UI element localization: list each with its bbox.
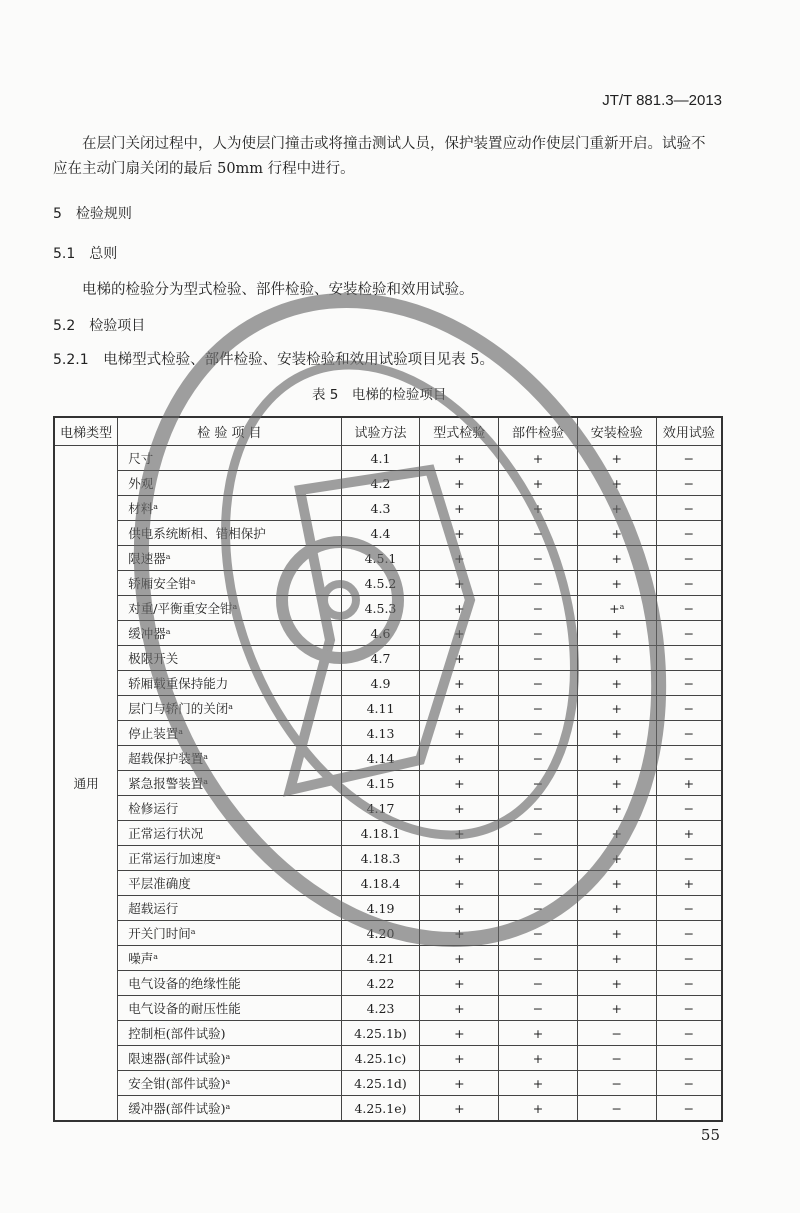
mark-cell: −: [656, 1021, 722, 1046]
mark-cell: +: [420, 771, 499, 796]
item-cell: 层门与轿门的关闭ᵃ: [118, 696, 341, 721]
mark-cell: −: [656, 571, 722, 596]
table-row: [54, 1096, 722, 1122]
mark-cell: −: [499, 771, 578, 796]
page-number: 55: [700, 1126, 720, 1144]
section-number: 5: [53, 206, 62, 222]
item-cell: 检修运行: [118, 796, 341, 821]
item-cell: 噪声ᵃ: [118, 946, 341, 971]
method-cell: 4.6: [341, 621, 420, 646]
table-row: [54, 671, 722, 696]
item-cell: 材料ᵃ: [118, 496, 341, 521]
method-cell: 4.25.1b): [341, 1021, 420, 1046]
table-row: [54, 496, 722, 521]
method-cell: 4.22: [341, 971, 420, 996]
section-5-heading: [53, 203, 132, 223]
table-row: [54, 646, 722, 671]
mark-cell: +: [420, 1096, 499, 1122]
mark-cell: −: [499, 796, 578, 821]
item-cell: 正常运行加速度ᵃ: [118, 846, 341, 871]
table-row: [54, 621, 722, 646]
mark-cell: +: [577, 921, 656, 946]
table-row: [54, 971, 722, 996]
section-number: 5.1: [53, 246, 76, 262]
mark-cell: +: [577, 646, 656, 671]
mark-cell: +: [420, 871, 499, 896]
table-row: [54, 1021, 722, 1046]
mark-cell: +: [577, 546, 656, 571]
mark-cell: +: [499, 1046, 578, 1071]
mark-cell: −: [499, 696, 578, 721]
mark-cell: +: [420, 846, 499, 871]
table-row: [54, 696, 722, 721]
mark-cell: +: [420, 521, 499, 546]
method-cell: 4.7: [341, 646, 420, 671]
mark-cell: +: [420, 946, 499, 971]
item-cell: 轿厢载重保持能力: [118, 671, 341, 696]
mark-cell: +: [656, 771, 722, 796]
section-number: 5.2: [53, 318, 76, 334]
mark-cell: +: [420, 796, 499, 821]
item-cell: 平层准确度: [118, 871, 341, 896]
column-header: 试验方法: [341, 417, 420, 446]
method-cell: 4.3: [341, 496, 420, 521]
mark-cell: +: [420, 971, 499, 996]
mark-cell: −: [656, 671, 722, 696]
intro-line-1: 在层门关闭过程中，人为使层门撞击或将撞击测试人员，保护装置应动作使层门重新开启。试验不: [82, 136, 706, 152]
mark-cell: +: [577, 446, 656, 471]
mark-cell: +: [420, 1021, 499, 1046]
table-row: [54, 571, 722, 596]
table-row: [54, 546, 722, 571]
table-row: [54, 746, 722, 771]
mark-cell: +: [420, 446, 499, 471]
mark-cell: −: [656, 846, 722, 871]
section-title: 总则: [89, 246, 118, 262]
table-row: [54, 821, 722, 846]
table-row: [54, 771, 722, 796]
mark-cell: −: [577, 1096, 656, 1122]
table-row: [54, 796, 722, 821]
method-cell: 4.21: [341, 946, 420, 971]
table-row: [54, 871, 722, 896]
method-cell: 4.17: [341, 796, 420, 821]
mark-cell: −: [656, 746, 722, 771]
method-cell: 4.5.2: [341, 571, 420, 596]
mark-cell: +: [420, 921, 499, 946]
inspection-items-table: [53, 416, 723, 1122]
mark-cell: +: [577, 521, 656, 546]
mark-cell: −: [499, 871, 578, 896]
mark-cell: +: [499, 1021, 578, 1046]
table-row: [54, 896, 722, 921]
method-cell: 4.25.1e): [341, 1096, 420, 1122]
method-cell: 4.4: [341, 521, 420, 546]
mark-cell: −: [656, 946, 722, 971]
mark-cell: −: [656, 971, 722, 996]
mark-cell: +: [420, 546, 499, 571]
method-cell: 4.18.4: [341, 871, 420, 896]
table-header-row: [54, 417, 722, 446]
mark-cell: +: [577, 771, 656, 796]
section-5-1-body: 电梯的检验分为型式检验、部件检验、安装检验和效用试验。: [82, 282, 474, 298]
mark-cell: +: [420, 621, 499, 646]
section-title: 检验规则: [75, 206, 132, 222]
mark-cell: +: [577, 821, 656, 846]
mark-cell: −: [499, 996, 578, 1021]
mark-cell: +: [577, 721, 656, 746]
mark-cell: −: [499, 896, 578, 921]
table-row: [54, 596, 722, 621]
mark-cell: −: [656, 696, 722, 721]
item-cell: 正常运行状况: [118, 821, 341, 846]
mark-cell: +: [420, 496, 499, 521]
mark-cell: −: [499, 821, 578, 846]
section-5-2-1: [53, 348, 494, 369]
mark-cell: −: [656, 646, 722, 671]
mark-cell: +: [656, 871, 722, 896]
mark-cell: +: [420, 571, 499, 596]
mark-cell: +: [420, 696, 499, 721]
mark-cell: −: [656, 796, 722, 821]
mark-cell: +: [577, 571, 656, 596]
mark-cell: +: [577, 621, 656, 646]
table-row: [54, 1071, 722, 1096]
standard-number: JT/T 881.3—2013: [602, 92, 722, 109]
section-5-1-heading: [53, 243, 117, 263]
item-cell: 外观: [118, 471, 341, 496]
mark-cell: +: [577, 671, 656, 696]
item-cell: 限速器ᵃ: [118, 546, 341, 571]
item-cell: 缓冲器(部件试验)ᵃ: [118, 1096, 341, 1122]
mark-cell: −: [656, 546, 722, 571]
mark-cell: +: [577, 996, 656, 1021]
method-cell: 4.20: [341, 921, 420, 946]
method-cell: 4.5.3: [341, 596, 420, 621]
mark-cell: +: [656, 821, 722, 846]
mark-cell: +: [499, 1096, 578, 1122]
mark-cell: −: [656, 496, 722, 521]
mark-cell: −: [499, 621, 578, 646]
item-cell: 尺寸: [118, 446, 341, 471]
mark-cell: +: [577, 696, 656, 721]
column-header: 检 验 项 目: [118, 417, 341, 446]
mark-cell: −: [499, 646, 578, 671]
table-row: [54, 996, 722, 1021]
mark-cell: +: [420, 646, 499, 671]
item-cell: 极限开关: [118, 646, 341, 671]
table-row: [54, 521, 722, 546]
mark-cell: +: [577, 496, 656, 521]
mark-cell: −: [656, 721, 722, 746]
item-cell: 供电系统断相、错相保护: [118, 521, 341, 546]
mark-cell: +ᵃ: [577, 596, 656, 621]
table-row: [54, 446, 722, 471]
mark-cell: −: [499, 671, 578, 696]
mark-cell: −: [656, 1071, 722, 1096]
method-cell: 4.25.1c): [341, 1046, 420, 1071]
mark-cell: +: [420, 596, 499, 621]
mark-cell: −: [499, 546, 578, 571]
table-caption: 表 5 电梯的检验项目: [312, 387, 447, 403]
mark-cell: +: [577, 896, 656, 921]
section-body: 电梯型式检验、部件检验、安装检验和效用试验项目见表 5。: [103, 352, 494, 368]
method-cell: 4.18.1: [341, 821, 420, 846]
mark-cell: +: [499, 446, 578, 471]
mark-cell: −: [499, 521, 578, 546]
column-header: 电梯类型: [54, 417, 118, 446]
item-cell: 紧急报警装置ᵃ: [118, 771, 341, 796]
mark-cell: +: [420, 896, 499, 921]
mark-cell: −: [656, 521, 722, 546]
mark-cell: −: [499, 571, 578, 596]
mark-cell: +: [420, 721, 499, 746]
mark-cell: +: [499, 1071, 578, 1096]
mark-cell: +: [577, 971, 656, 996]
mark-cell: +: [577, 846, 656, 871]
mark-cell: −: [577, 1046, 656, 1071]
mark-cell: +: [420, 996, 499, 1021]
mark-cell: +: [577, 746, 656, 771]
column-header: 安装检验: [577, 417, 656, 446]
mark-cell: +: [420, 746, 499, 771]
mark-cell: −: [656, 996, 722, 1021]
method-cell: 4.13: [341, 721, 420, 746]
section-number: 5.2.1: [53, 352, 89, 368]
item-cell: 安全钳(部件试验)ᵃ: [118, 1071, 341, 1096]
table-row: [54, 921, 722, 946]
section-title: 检验项目: [89, 318, 146, 334]
mark-cell: −: [656, 1046, 722, 1071]
mark-cell: −: [499, 946, 578, 971]
item-cell: 超载运行: [118, 896, 341, 921]
mark-cell: −: [656, 1096, 722, 1122]
mark-cell: +: [420, 821, 499, 846]
mark-cell: +: [420, 471, 499, 496]
method-cell: 4.9: [341, 671, 420, 696]
item-cell: 限速器(部件试验)ᵃ: [118, 1046, 341, 1071]
table-row: [54, 946, 722, 971]
elevator-type-cell: 通用: [54, 446, 118, 1122]
mark-cell: +: [420, 1071, 499, 1096]
mark-cell: −: [499, 971, 578, 996]
mark-cell: −: [656, 471, 722, 496]
mark-cell: +: [499, 496, 578, 521]
mark-cell: −: [656, 596, 722, 621]
item-cell: 对重/平衡重安全钳ᵃ: [118, 596, 341, 621]
mark-cell: −: [499, 846, 578, 871]
table-row: [54, 471, 722, 496]
table-row: [54, 721, 722, 746]
item-cell: 电气设备的绝缘性能: [118, 971, 341, 996]
method-cell: 4.18.3: [341, 846, 420, 871]
item-cell: 停止装置ᵃ: [118, 721, 341, 746]
mark-cell: +: [577, 871, 656, 896]
table-row: [54, 1046, 722, 1071]
mark-cell: −: [656, 446, 722, 471]
item-cell: 缓冲器ᵃ: [118, 621, 341, 646]
method-cell: 4.14: [341, 746, 420, 771]
mark-cell: −: [656, 921, 722, 946]
method-cell: 4.5.1: [341, 546, 420, 571]
item-cell: 电气设备的耐压性能: [118, 996, 341, 1021]
column-header: 部件检验: [499, 417, 578, 446]
mark-cell: −: [499, 921, 578, 946]
mark-cell: −: [499, 596, 578, 621]
mark-cell: +: [577, 796, 656, 821]
mark-cell: −: [499, 746, 578, 771]
mark-cell: −: [656, 896, 722, 921]
mark-cell: +: [420, 1046, 499, 1071]
mark-cell: −: [656, 621, 722, 646]
item-cell: 轿厢安全钳ᵃ: [118, 571, 341, 596]
method-cell: 4.2: [341, 471, 420, 496]
mark-cell: −: [577, 1071, 656, 1096]
section-5-2-heading: [53, 315, 145, 335]
column-header: 型式检验: [420, 417, 499, 446]
mark-cell: +: [577, 946, 656, 971]
table-row: [54, 846, 722, 871]
mark-cell: +: [577, 471, 656, 496]
mark-cell: −: [577, 1021, 656, 1046]
method-cell: 4.1: [341, 446, 420, 471]
mark-cell: −: [499, 721, 578, 746]
item-cell: 控制柜(部件试验): [118, 1021, 341, 1046]
item-cell: 开关门时间ᵃ: [118, 921, 341, 946]
method-cell: 4.23: [341, 996, 420, 1021]
mark-cell: +: [420, 671, 499, 696]
mark-cell: +: [499, 471, 578, 496]
method-cell: 4.11: [341, 696, 420, 721]
intro-line-2: 应在主动门扇关闭的最后 50mm 行程中进行。: [53, 161, 355, 177]
method-cell: 4.15: [341, 771, 420, 796]
column-header: 效用试验: [656, 417, 722, 446]
item-cell: 超载保护装置ᵃ: [118, 746, 341, 771]
method-cell: 4.25.1d): [341, 1071, 420, 1096]
method-cell: 4.19: [341, 896, 420, 921]
